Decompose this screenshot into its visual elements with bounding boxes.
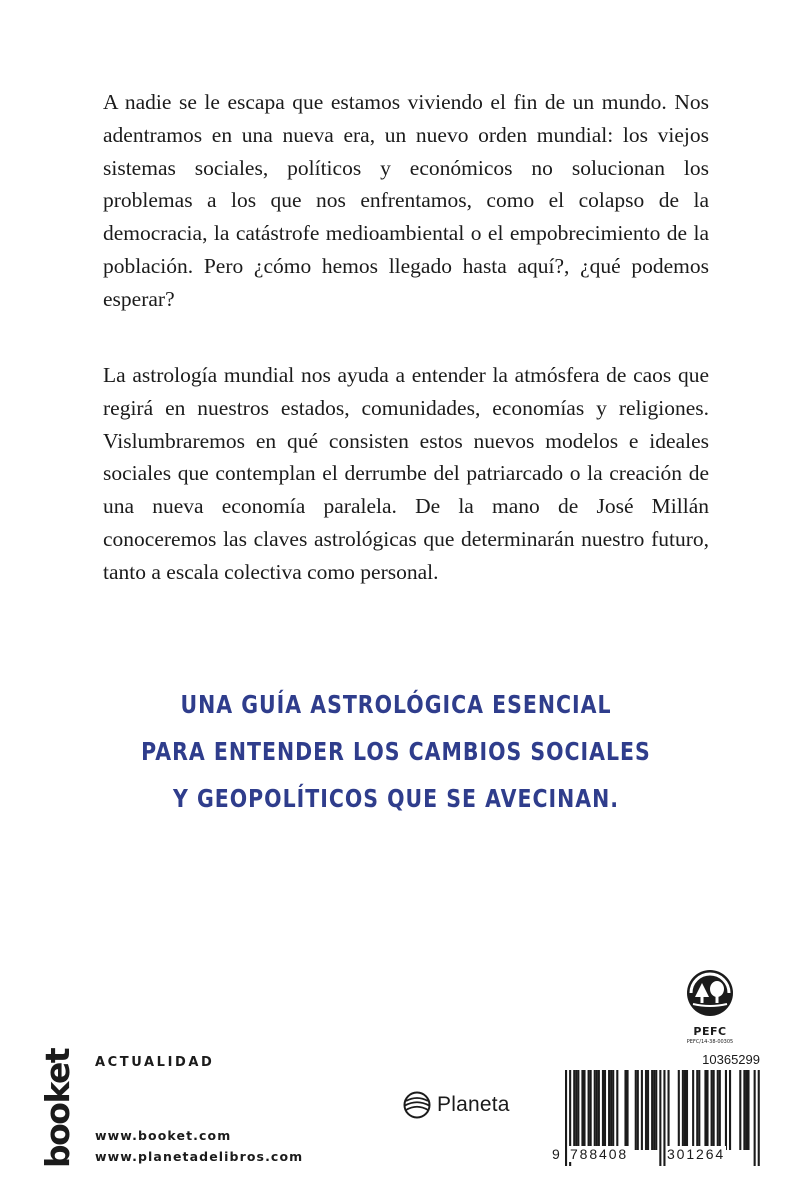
- tagline: [71, 681, 720, 822]
- barcode-bar: [596, 1070, 598, 1150]
- barcode-bar: [645, 1070, 647, 1150]
- barcode-bar: [598, 1070, 600, 1150]
- barcode-bar: [602, 1070, 604, 1150]
- isbn-first-digit: 9: [552, 1146, 562, 1162]
- barcode-bar: [745, 1070, 747, 1150]
- barcode-bar: [653, 1070, 655, 1150]
- barcode-bar: [612, 1070, 614, 1150]
- tagline-line-3: Y GEOPOLÍTICOS QUE SE AVECINAN.: [173, 784, 619, 813]
- barcode-bar: [711, 1070, 713, 1150]
- planetadelibros-website-link[interactable]: www.planetadelibros.com: [95, 1149, 304, 1164]
- barcode-bar: [692, 1070, 694, 1150]
- booket-logo-icon: [38, 1048, 77, 1170]
- barcode-bar: [655, 1070, 657, 1150]
- barcode-bar: [725, 1070, 727, 1150]
- barcode-bar: [624, 1070, 626, 1150]
- barcode-bar: [575, 1070, 577, 1150]
- blurb-paragraph-2: La astrología mundial nos ayuda a entender la atmósfera de caos que regirá en nuestros estados, comunidades, economías y religiones. Vislumbraremos en qué consisten estos nuevos modelos e ideales sociales que contemplan el derrumbe del patriarcado o la creación de una nueva economía paralela. De la mano de José Millán conoceremos las claves astrológicas que determinarán nuestro futuro, tanto a escala colectiva como personal.: [103, 363, 709, 584]
- barcode-bar: [635, 1070, 637, 1150]
- barcode-bar: [706, 1070, 708, 1150]
- barcode-bar: [627, 1070, 629, 1150]
- planeta-globe-icon: [402, 1090, 432, 1120]
- barcode-bar: [610, 1070, 612, 1150]
- tagline-line-2: PARA ENTENDER LOS CAMBIOS SOCIALES: [141, 737, 651, 766]
- barcode-bar: [581, 1070, 583, 1150]
- barcode-bar: [641, 1070, 643, 1150]
- barcode-bar: [651, 1070, 653, 1150]
- barcode-bar: [698, 1070, 700, 1150]
- barcode-bar: [678, 1070, 680, 1150]
- barcode-bar: [590, 1070, 592, 1150]
- barcode-bar: [604, 1070, 606, 1150]
- category-label: ACTUALIDAD: [95, 1055, 215, 1070]
- barcode-bar: [588, 1070, 590, 1150]
- barcode-bar: [583, 1070, 585, 1150]
- pefc-trees-icon: [685, 968, 735, 1018]
- barcode-bar: [686, 1070, 688, 1150]
- planeta-logo: [402, 1090, 510, 1120]
- barcode-bar: [729, 1070, 731, 1150]
- pefc-code: PEFC/14-38-00305: [686, 1039, 734, 1045]
- barcode-bar: [704, 1070, 706, 1150]
- barcode-bar: [696, 1070, 698, 1150]
- barcode-bar: [719, 1070, 721, 1150]
- barcode-bar: [668, 1070, 670, 1150]
- pefc-label: PEFC: [693, 1025, 727, 1038]
- barcode-bar: [616, 1070, 618, 1150]
- barcode-bar: [739, 1070, 741, 1150]
- tagline-line-1: UNA GUÍA ASTROLÓGICA ESENCIAL: [180, 690, 612, 719]
- isbn-digits: [551, 1146, 763, 1168]
- barcode-bar: [743, 1070, 745, 1150]
- planeta-wordmark: Planeta: [437, 1093, 510, 1116]
- barcode-bar: [573, 1070, 575, 1150]
- barcode-bar: [713, 1070, 715, 1150]
- reference-number: 10365299: [702, 1052, 760, 1067]
- barcode-bar: [647, 1070, 649, 1150]
- pefc-certification: [685, 968, 735, 1046]
- barcode-bar: [577, 1070, 579, 1150]
- booket-logo-text: booket: [38, 1048, 77, 1168]
- barcode-bar: [682, 1070, 684, 1150]
- isbn-right-group: 301264: [667, 1146, 726, 1162]
- barcode-bar: [637, 1070, 639, 1150]
- isbn-left-group: 788408: [570, 1146, 629, 1162]
- barcode-bar: [747, 1070, 749, 1150]
- barcode-bar: [717, 1070, 719, 1150]
- blurb-paragraph-1: A nadie se le escapa que estamos viviendo el fin de un mundo. Nos adentramos en una nueva era, un nuevo orden mundial: los viejos sistemas sociales, políticos y económicos no solucionan los problemas a los que nos enfrentamos, como el colapso de la democracia, la catástrofe medioambiental o el empobrecimiento de la población. Pero ¿cómo hemos llegado hasta aquí?, ¿qué podemos esperar?: [103, 90, 709, 311]
- barcode-bar: [594, 1070, 596, 1150]
- booket-website-link[interactable]: www.booket.com: [95, 1128, 232, 1143]
- barcode-bar: [684, 1070, 686, 1150]
- barcode-bar: [608, 1070, 610, 1150]
